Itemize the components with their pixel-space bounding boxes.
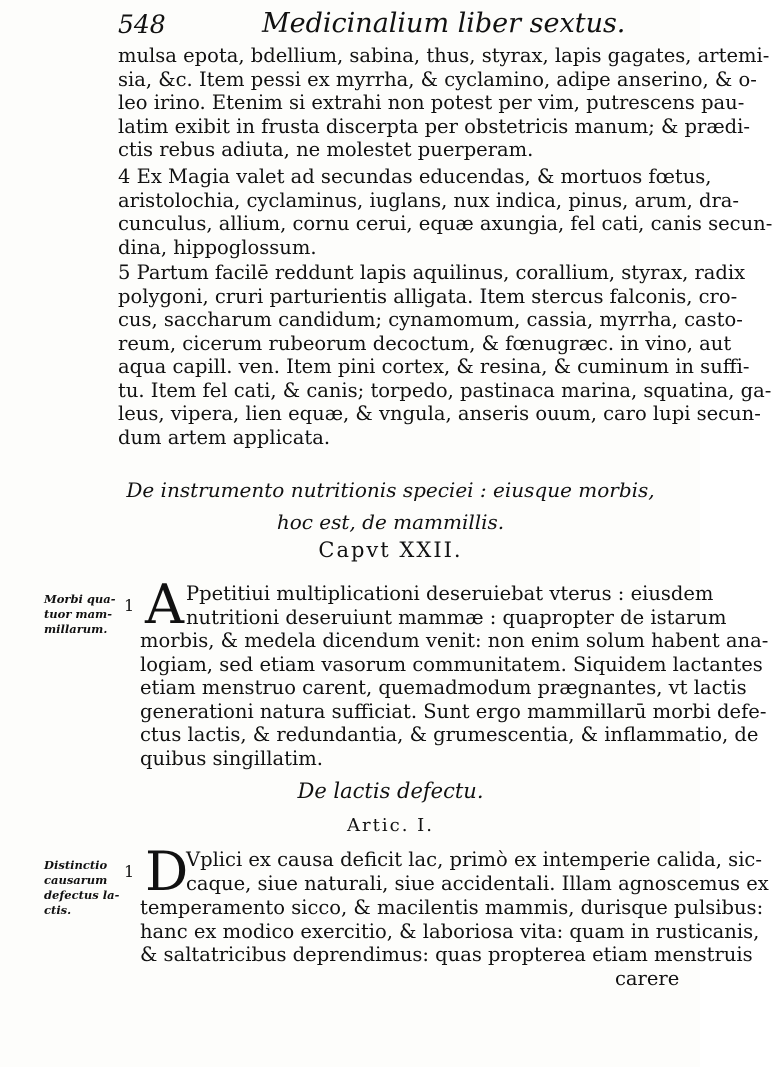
text-line: logiam, sed etiam vasorum communitatem. Siquidem lactantes [140,652,763,676]
section-title-line: hoc est, de mammillis. [276,510,505,534]
running-title: Medicinalium liber sextus. [262,8,626,39]
paragraph-body [140,629,769,770]
text-line: aristolochia, cyclaminus, iuglans, nux indica, pinus, arum, dra- [118,188,739,212]
text-line: latim exibit in frusta discerpta per obstetricis manum; & prædi- [118,114,750,138]
chapter-heading: Capvt XXII. [318,538,463,562]
text-line: nutritioni deseruiunt mammæ : quapropter de istarum [186,605,727,629]
marginal-note-line: Distinctio [44,858,108,872]
article-title: De lactis defectu. [297,779,484,803]
marginal-note-line: ctis. [44,903,72,917]
text-line: reum, cicerum rubeorum decoctum, & fœnugræc. in vino, aut [118,331,732,355]
text-line: quibus singillatim. [140,746,323,770]
text-line: dina, hippoglossum. [118,235,317,259]
text-line: temperamento sicco, & macilentis mammis, durisque pulsibus: [140,896,764,919]
paragraph-5 [118,261,772,449]
text-line: & saltatricibus deprendimus: quas propterea etiam menstruis [140,943,753,966]
continued-paragraph [118,44,770,162]
text-line: polygoni, cruri parturientis alligata. Item stercus falconis, cro- [118,284,738,308]
paragraph-number: 1 [124,862,135,881]
marginal-note-line: tuor mam- [44,607,112,621]
marginal-note [44,592,126,637]
paragraph-body [140,896,764,967]
drop-cap: A [145,573,184,636]
paragraph-number: 1 [124,596,135,615]
text-line: caque, siue naturali, siue accidentali. Illam agnoscemus ex [186,871,769,895]
text-line: hanc ex modico exercitio, & laboriosa vita: quam in rusticanis, [140,919,760,943]
text-line: generationi natura sufficiat. Sunt ergo mammillarū morbi defe- [140,699,767,723]
paragraph-opening [186,848,769,895]
text-line: leo irino. Etenim si extrahi non potest per vim, putrescens pau- [118,91,745,114]
page-number: 548 [118,10,166,39]
catchword: carere [615,967,680,990]
marginal-note-line: causarum [44,873,108,887]
marginal-note-line: Morbi qua- [44,592,116,606]
text-line: Vplici ex causa deficit lac, primò ex intemperie calida, sic- [186,848,762,871]
paragraph-4 [118,165,772,259]
text-line: mulsa epota, bdellium, sabina, thus, styrax, lapis gagates, artemi- [118,44,770,67]
paragraph-opening [186,582,727,629]
marginal-note [44,858,126,918]
section-title-line: De instrumento nutritionis speciei : eiusque morbis, [126,478,655,502]
marginal-note-line: millarum. [44,622,108,636]
text-line: morbis, & medela dicendum venit: non enim solum habent ana- [140,629,769,652]
text-line: tu. Item fel cati, & canis; torpedo, pastinaca marina, squatina, ga- [118,378,772,402]
text-line: 5 Partum facilē reddunt lapis aquilinus, corallium, styrax, radix [118,261,746,284]
text-line: cunculus, allium, cornu cerui, equæ axungia, fel cati, canis secun- [118,212,772,235]
article-label: Artic. I. [347,815,434,836]
marginal-note-line: defectus la- [44,888,120,902]
text-line: ctis rebus adiuta, ne molestet puerperam. [118,138,534,161]
text-line: 4 Ex Magia valet ad secundas educendas, & mortuos fœtus, [118,165,712,188]
text-line: aqua capill. ven. Item pini cortex, & resina, & cuminum in suffi- [118,355,750,378]
text-line: Ppetitiui multiplicationi deseruiebat vterus : eiusdem [186,582,714,605]
section-title [118,474,663,538]
text-line: sia, &c. Item pessi ex myrrha, & cyclamino, adipe anserino, & o- [118,67,757,91]
text-line: etiam menstruo carent, quemadmodum prægnantes, vt lactis [140,676,747,699]
text-line: leus, vipera, lien equæ, & vngula, anseris ouum, caro lupi secun- [118,402,761,425]
drop-cap: D [145,840,189,903]
text-line: cus, saccharum candidum; cynamomum, cassia, myrrha, casto- [118,308,743,331]
text-line: ctus lactis, & redundantia, & grumescentia, & inflammatio, de [140,723,759,746]
text-line: dum artem applicata. [118,425,331,449]
